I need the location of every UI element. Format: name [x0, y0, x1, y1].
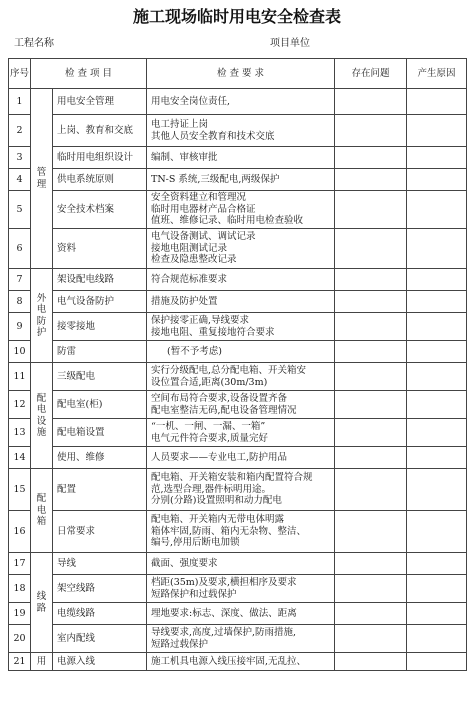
table-row [9, 341, 467, 363]
row-number: 4 [9, 169, 31, 191]
problem-cell[interactable] [335, 653, 407, 671]
row-number: 6 [9, 229, 31, 269]
group-usage: 用 [31, 653, 53, 671]
header-requirement: 检 查 要 求 [147, 59, 335, 89]
problem-cell[interactable] [335, 291, 407, 313]
row-requirement: 配电箱、开关箱内无带电体明露 箱体牢固,防雨、箱内无杂物、整洁、 编号,停用后断电加锁 [147, 511, 335, 553]
row-requirement: TN-S 系统,三级配电,两级保护 [147, 169, 335, 191]
problem-cell[interactable] [335, 511, 407, 553]
cause-cell[interactable] [407, 363, 467, 391]
problem-cell[interactable] [335, 313, 407, 341]
row-number: 21 [9, 653, 31, 671]
row-item: 使用、维修 [53, 447, 147, 469]
row-requirement: 档距(35m)及要求,横担相序及要求 短路保护和过载保护 [147, 575, 335, 603]
cause-cell[interactable] [407, 313, 467, 341]
row-requirement: 空间布局符合要求,设备设置齐备 配电室整洁无码,配电设备管理情况 [147, 391, 335, 419]
problem-cell[interactable] [335, 115, 407, 147]
row-item: 架空线路 [53, 575, 147, 603]
cause-cell[interactable] [407, 291, 467, 313]
cause-cell[interactable] [407, 511, 467, 553]
table-row [9, 469, 467, 511]
group-lines: 线路 [31, 553, 53, 653]
group-distribution-facilities: 配电设施 [31, 363, 53, 469]
row-item: 防雷 [53, 341, 147, 363]
row-item: 日常要求 [53, 511, 147, 553]
row-requirement: “一机、一闸、一漏、一箱” 电气元件符合要求,质量完好 [147, 419, 335, 447]
cause-cell[interactable] [407, 89, 467, 115]
problem-cell[interactable] [335, 447, 407, 469]
table-row [9, 553, 467, 575]
row-item: 架设配电线路 [53, 269, 147, 291]
cause-cell[interactable] [407, 469, 467, 511]
inspection-table [8, 58, 467, 671]
row-number: 19 [9, 603, 31, 625]
row-number: 5 [9, 191, 31, 229]
row-number: 20 [9, 625, 31, 653]
row-item: 电源入线 [53, 653, 147, 671]
row-item: 资料 [53, 229, 147, 269]
table-row [9, 391, 467, 419]
row-item: 安全技术档案 [53, 191, 147, 229]
row-requirement: (暂不予考虑) [147, 341, 335, 363]
table-row [9, 169, 467, 191]
row-requirement: 保护接零正确,导线要求 接地电阻、重复接地符合要求 [147, 313, 335, 341]
problem-cell[interactable] [335, 391, 407, 419]
table-row [9, 191, 467, 229]
row-number: 12 [9, 391, 31, 419]
row-item: 供电系统原则 [53, 169, 147, 191]
table-row [9, 653, 467, 671]
table-row [9, 229, 467, 269]
cause-cell[interactable] [407, 553, 467, 575]
problem-cell[interactable] [335, 603, 407, 625]
row-number: 11 [9, 363, 31, 391]
cause-cell[interactable] [407, 603, 467, 625]
row-number: 9 [9, 313, 31, 341]
cause-cell[interactable] [407, 625, 467, 653]
problem-cell[interactable] [335, 191, 407, 229]
row-item: 用电安全管理 [53, 89, 147, 115]
table-row [9, 269, 467, 291]
table-row [9, 147, 467, 169]
row-item: 室内配线 [53, 625, 147, 653]
row-number: 3 [9, 147, 31, 169]
problem-cell[interactable] [335, 419, 407, 447]
group-external-protection: 外电防护 [31, 269, 53, 363]
header-row [9, 59, 467, 89]
row-requirement: 导线要求,高度,过墙保护,防雨措施, 短路过载保护 [147, 625, 335, 653]
row-requirement: 编制、审核审批 [147, 147, 335, 169]
problem-cell[interactable] [335, 89, 407, 115]
cause-cell[interactable] [407, 341, 467, 363]
row-number: 15 [9, 469, 31, 511]
cause-cell[interactable] [407, 391, 467, 419]
table-row [9, 363, 467, 391]
row-item: 电缆线路 [53, 603, 147, 625]
problem-cell[interactable] [335, 469, 407, 511]
problem-cell[interactable] [335, 363, 407, 391]
table-row [9, 625, 467, 653]
row-number: 18 [9, 575, 31, 603]
row-requirement: 符合规范标准要求 [147, 269, 335, 291]
page-title: 施工现场临时用电安全检查表 [132, 7, 341, 26]
row-item: 上岗、教育和交底 [53, 115, 147, 147]
row-item: 导线 [53, 553, 147, 575]
problem-cell[interactable] [335, 575, 407, 603]
row-item: 配置 [53, 469, 147, 511]
cause-cell[interactable] [407, 653, 467, 671]
table-row [9, 89, 467, 115]
row-requirement: 电气设备测试、调试记录 接地电阻测试记录 检查及隐患整改记录 [147, 229, 335, 269]
problem-cell[interactable] [335, 169, 407, 191]
cause-cell[interactable] [407, 169, 467, 191]
cause-cell[interactable] [407, 269, 467, 291]
cause-cell[interactable] [407, 147, 467, 169]
table-row [9, 313, 467, 341]
row-requirement: 人员要求——专业电工,防护用品 [147, 447, 335, 469]
row-item: 临时用电组织设计 [53, 147, 147, 169]
row-number: 17 [9, 553, 31, 575]
row-number: 8 [9, 291, 31, 313]
table-row [9, 447, 467, 469]
row-item: 配电箱设置 [53, 419, 147, 447]
row-number: 1 [9, 89, 31, 115]
problem-cell[interactable] [335, 147, 407, 169]
row-item: 接零接地 [53, 313, 147, 341]
problem-cell[interactable] [335, 553, 407, 575]
problem-cell[interactable] [335, 341, 407, 363]
row-requirement: 埋地要求:标志、深度、做法、距离 [147, 603, 335, 625]
row-requirement: 配电箱、开关箱安装和箱内配置符合规 范,选型合理,器件标明用途。 分别(分路)设置照明和动力配电 [147, 469, 335, 511]
header-item: 检 查 项 目 [31, 59, 147, 89]
table-row [9, 291, 467, 313]
row-item: 配电室(柜) [53, 391, 147, 419]
row-requirement: 电工持证上岗 其他人员安全教育和技术交底 [147, 115, 335, 147]
row-requirement: 安全资料建立和管理况 临时用电器材产品合格证 值班、维修记录、临时用电检查验收 [147, 191, 335, 229]
row-requirement: 截面、强度要求 [147, 553, 335, 575]
row-item: 电气设备防护 [53, 291, 147, 313]
cause-cell[interactable] [407, 191, 467, 229]
row-number: 13 [9, 419, 31, 447]
table-row [9, 511, 467, 553]
project-name-label: 工程名称 [14, 38, 54, 49]
row-number: 16 [9, 511, 31, 553]
row-number: 14 [9, 447, 31, 469]
project-unit-label: 项目单位 [270, 38, 310, 49]
row-requirement: 实行分级配电,总分配电箱、开关箱安 设位置合适,距离(30m/3m) [147, 363, 335, 391]
cause-cell[interactable] [407, 575, 467, 603]
cause-cell[interactable] [407, 229, 467, 269]
row-number: 2 [9, 115, 31, 147]
group-management: 管理 [31, 89, 53, 269]
row-number: 7 [9, 269, 31, 291]
group-distribution-box: 配电箱 [31, 469, 53, 553]
problem-cell[interactable] [335, 229, 407, 269]
row-requirement: 措施及防护处置 [147, 291, 335, 313]
cause-cell[interactable] [407, 419, 467, 447]
row-requirement: 施工机具电源入线压接牢固,无乱拉、 [147, 653, 335, 671]
header-problem: 存在问题 [335, 59, 407, 89]
header-seq: 序号 [9, 59, 31, 89]
table-row [9, 575, 467, 603]
row-requirement: 用电安全岗位责任, [147, 89, 335, 115]
header-cause: 产生原因 [407, 59, 467, 89]
problem-cell[interactable] [335, 625, 407, 653]
cause-cell[interactable] [407, 447, 467, 469]
cause-cell[interactable] [407, 115, 467, 147]
row-item: 三级配电 [53, 363, 147, 391]
row-number: 10 [9, 341, 31, 363]
problem-cell[interactable] [335, 269, 407, 291]
table-row [9, 115, 467, 147]
table-row [9, 419, 467, 447]
table-row [9, 603, 467, 625]
